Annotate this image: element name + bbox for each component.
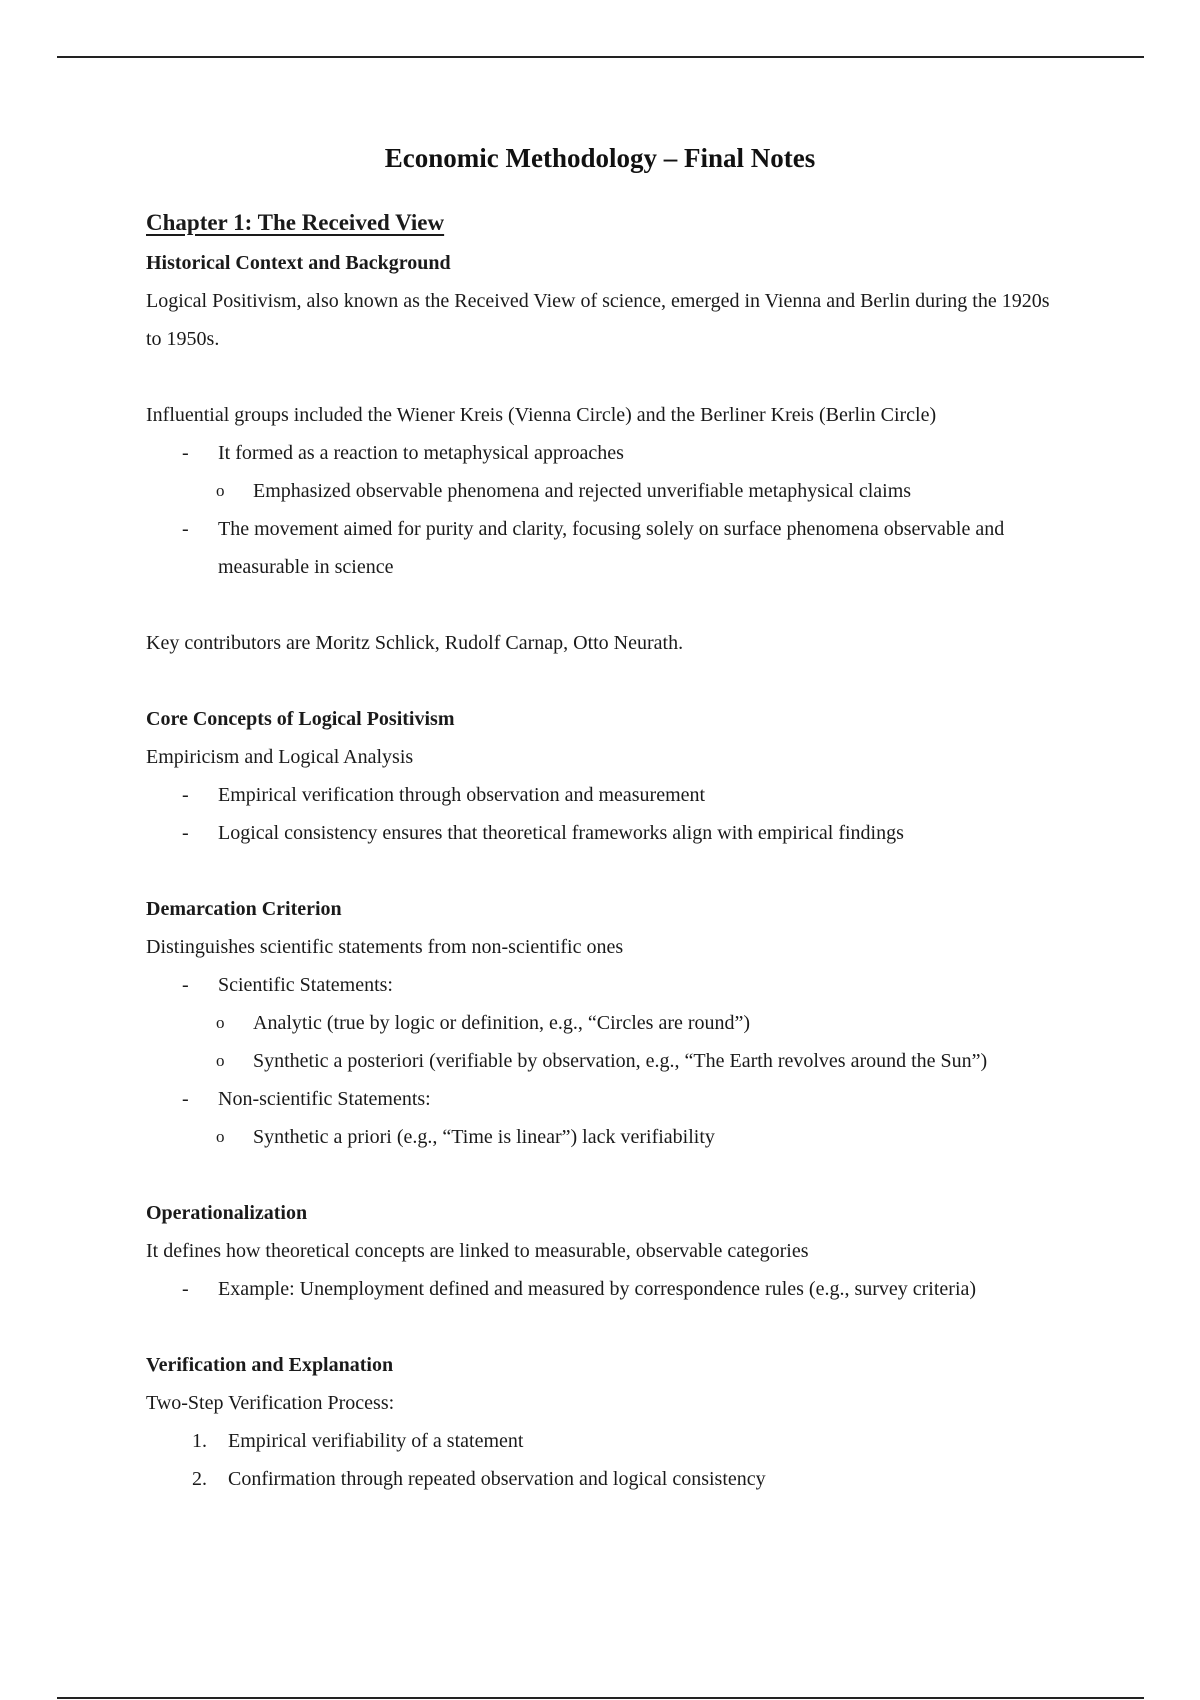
number-marker: 2.: [192, 1468, 207, 1490]
sub-list-item-text: Emphasized observable phenomena and rejected unverifiable metaphysical claims: [253, 480, 912, 502]
top-rule: [57, 56, 1144, 58]
list-item: [146, 1080, 1066, 1118]
sub-list-item: [146, 1118, 1066, 1156]
section-heading-core-concepts: Core Concepts of Logical Positivism: [146, 708, 455, 730]
numbered-item-text: Confirmation through repeated observation and logical consistency: [228, 1468, 766, 1490]
numbered-item: [146, 1422, 1066, 1460]
sub-list-item-text: Analytic (true by logic or definition, e.g., “Circles are round”): [253, 1012, 751, 1034]
sub-list-item: [146, 1004, 1066, 1042]
list-item: [146, 776, 1066, 814]
circle-bullet: o: [216, 1013, 225, 1032]
sub-list-item-text: Synthetic a priori (e.g., “Time is linear”) lack verifiability: [253, 1126, 715, 1148]
paragraph: Influential groups included the Wiener Kreis (Vienna Circle) and the Berliner Kreis (Berlin Circle): [146, 404, 937, 426]
list-item-text: Example: Unemployment defined and measured by correspondence rules (e.g., survey criteria): [218, 1278, 977, 1300]
dash-bullet: -: [182, 784, 189, 806]
list-item-text: Non-scientific Statements:: [218, 1088, 431, 1110]
list-item-text: Scientific Statements:: [218, 974, 393, 996]
paragraph: Distinguishes scientific statements from non-scientific ones: [146, 936, 624, 958]
dash-bullet: -: [182, 442, 189, 464]
list-item-text: It formed as a reaction to metaphysical approaches: [218, 442, 624, 464]
sub-list-item: [146, 472, 1066, 510]
number-marker: 1.: [192, 1430, 207, 1452]
dash-bullet: -: [182, 518, 189, 540]
paragraph: It defines how theoretical concepts are linked to measurable, observable categories: [146, 1240, 809, 1262]
paragraph: Empiricism and Logical Analysis: [146, 746, 414, 768]
circle-bullet: o: [216, 1127, 225, 1146]
list-item-text: The movement aimed for purity and clarity, focusing solely on surface phenomena observable and measurable in science: [218, 518, 1005, 578]
list-item-text: Empirical verification through observation and measurement: [218, 784, 706, 806]
section-heading-operationalization: Operationalization: [146, 1202, 308, 1224]
page-title: Economic Methodology – Final Notes: [384, 143, 816, 173]
section-heading-verification: Verification and Explanation: [146, 1354, 394, 1376]
list-item: [146, 814, 1066, 852]
dash-bullet: -: [182, 1278, 189, 1300]
sub-list-item-text: Synthetic a posteriori (verifiable by observation, e.g., “The Earth revolves around the Sun”): [253, 1050, 988, 1072]
list-item: [146, 1270, 1066, 1308]
section-heading-demarcation-criterion: Demarcation Criterion: [146, 898, 342, 920]
document-body: [146, 204, 1066, 1498]
list-item: [146, 510, 1066, 586]
circle-bullet: o: [216, 481, 225, 500]
sub-list-item: [146, 1042, 1066, 1080]
paragraph: Two-Step Verification Process:: [146, 1392, 395, 1414]
dash-bullet: -: [182, 974, 189, 996]
paragraph: Logical Positivism, also known as the Received View of science, emerged in Vienna and Berlin during the 1920s to 1950s.: [146, 290, 1050, 350]
circle-bullet: o: [216, 1051, 225, 1070]
numbered-item-text: Empirical verifiability of a statement: [228, 1430, 524, 1452]
numbered-item: [146, 1460, 1066, 1498]
list-item: [146, 434, 1066, 472]
list-item: [146, 966, 1066, 1004]
list-item-text: Logical consistency ensures that theoretical frameworks align with empirical findings: [218, 822, 904, 844]
section-heading-historical-context: Historical Context and Background: [146, 252, 451, 274]
dash-bullet: -: [182, 822, 189, 844]
dash-bullet: -: [182, 1088, 189, 1110]
paragraph: Key contributors are Moritz Schlick, Rudolf Carnap, Otto Neurath.: [146, 632, 684, 654]
chapter-heading: Chapter 1: The Received View: [146, 210, 445, 235]
bottom-rule: [57, 1697, 1144, 1699]
